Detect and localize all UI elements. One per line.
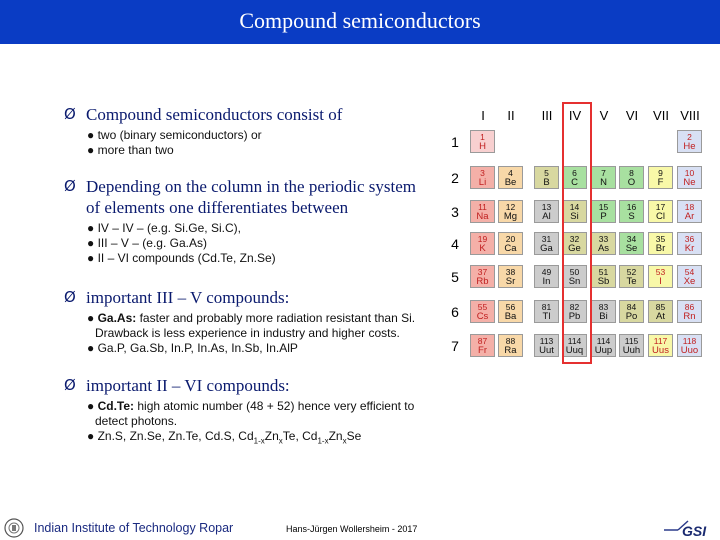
element-symbol: N (600, 177, 607, 188)
element-symbol: Br (655, 243, 666, 254)
element-symbol: Fr (478, 345, 487, 356)
atomic-number: 9 (658, 168, 663, 178)
atomic-number: 55 (477, 302, 488, 312)
atomic-number: 83 (598, 302, 609, 312)
element-symbol: Rn (683, 311, 696, 322)
element-cell (677, 200, 702, 223)
element-symbol: S (628, 211, 635, 222)
element-symbol: Ca (504, 243, 517, 254)
element-symbol: Ge (568, 243, 581, 254)
element-cell (619, 265, 644, 288)
atomic-number: 113 (539, 336, 554, 346)
atomic-number: 38 (505, 267, 516, 277)
bullet-item: ● Zn.S, Zn.Se, Zn.Te, Cd.S, $Cd_{1-x}Zn_xTe$, $Cd_{1-x}Zn_xSe$ (87, 429, 362, 446)
element-symbol: Uuo (680, 345, 699, 356)
atomic-number: 11 (478, 202, 487, 212)
svg-text:GSI: GSI (682, 523, 707, 539)
bullet-item: ● Ga.P, Ga.Sb, In.P, In.As, In.Sb, In.AlP (87, 341, 298, 355)
element-cell (498, 334, 523, 357)
element-cell (677, 300, 702, 323)
atomic-number: 34 (626, 234, 637, 244)
element-cell (591, 334, 616, 357)
bullet-list (87, 128, 342, 158)
arrow-bullet-icon: Ø (64, 288, 76, 306)
element-cell (498, 200, 523, 223)
element-cell (619, 200, 644, 223)
group-header: III (541, 108, 553, 123)
element-symbol: Be (504, 177, 517, 188)
element-cell (677, 232, 702, 255)
period-label: 7 (451, 338, 459, 354)
atomic-number: 8 (629, 168, 634, 178)
arrow-bullet-icon: Ø (64, 105, 76, 123)
atomic-number: 5 (544, 168, 549, 178)
atomic-number: 85 (655, 302, 666, 312)
atomic-number: 54 (684, 267, 695, 277)
bullet-item: ● Cd.Te: high atomic number (48 + 52) hence very efficient to (87, 399, 415, 413)
period-label: 6 (451, 304, 459, 320)
atomic-number: 19 (477, 234, 488, 244)
section-iii-v (64, 287, 415, 356)
atomic-number: 81 (541, 302, 552, 312)
element-symbol: Uus (652, 345, 669, 356)
section-heading: Ø important III – V compounds: (64, 288, 290, 307)
atomic-number: 51 (598, 267, 609, 277)
element-symbol: P (600, 211, 607, 222)
element-cell (591, 166, 616, 189)
element-symbol: Po (625, 311, 638, 322)
atomic-number: 16 (626, 202, 637, 212)
bullet-continuation: Drawback is less experience in industry and higher costs. (95, 326, 400, 340)
arrow-bullet-icon: Ø (64, 376, 76, 394)
element-symbol: O (627, 177, 636, 188)
element-symbol: Kr (684, 243, 695, 254)
period-label: 1 (451, 134, 459, 150)
atomic-number: 4 (508, 168, 513, 178)
element-symbol: Cs (476, 311, 489, 322)
element-symbol: Te (626, 276, 637, 287)
atomic-number: 2 (687, 132, 692, 142)
atomic-number: 88 (505, 336, 516, 346)
element-symbol: H (479, 141, 486, 152)
atomic-number: 10 (684, 168, 695, 178)
footer-institute: Indian Institute of Technology Ropar (34, 521, 234, 535)
bullet-item: ● II – VI compounds (Cd.Te, Zn.Se) (87, 251, 276, 265)
element-cell (534, 265, 559, 288)
element-symbol: Pb (568, 311, 581, 322)
atomic-number: 32 (569, 234, 580, 244)
bullet-list (87, 311, 415, 356)
atomic-number: 53 (655, 267, 666, 277)
element-cell (619, 334, 644, 357)
atomic-number: 18 (684, 202, 695, 212)
element-cell (677, 130, 702, 153)
bullet-list (87, 399, 414, 444)
group-header: II (507, 108, 515, 123)
element-symbol: Uup (594, 345, 613, 356)
element-cell (470, 334, 495, 357)
element-symbol: Cl (656, 211, 665, 222)
period-label: 2 (451, 170, 459, 186)
element-cell (498, 265, 523, 288)
group-header: V (599, 108, 609, 123)
period-label: 5 (451, 269, 459, 285)
element-cell (470, 166, 495, 189)
bullet-continuation: detect photons. (95, 414, 178, 428)
element-symbol: Rb (476, 276, 489, 287)
element-cell (534, 232, 559, 255)
section-heading: Ø important II – VI compounds: (64, 376, 290, 395)
element-cell (534, 166, 559, 189)
element-cell (648, 300, 673, 323)
element-symbol: Sn (568, 276, 581, 287)
atomic-number: 20 (505, 234, 516, 244)
atomic-number: 33 (598, 234, 609, 244)
element-cell (591, 232, 616, 255)
atomic-number: 14 (569, 202, 580, 212)
atomic-number: 35 (655, 234, 666, 244)
atomic-number: 82 (569, 302, 580, 312)
atomic-number: 114 (567, 336, 582, 346)
element-cell (648, 200, 673, 223)
element-symbol: Mg (503, 211, 518, 222)
atomic-number: 114 (596, 336, 611, 346)
element-symbol: Ba (504, 311, 517, 322)
gsi-logo-icon (664, 519, 718, 539)
element-symbol: Si (570, 211, 579, 222)
atomic-number: 7 (601, 168, 606, 178)
atomic-number: 115 (624, 336, 639, 346)
element-cell (677, 334, 702, 357)
atomic-number: 31 (541, 234, 552, 244)
element-cell (534, 300, 559, 323)
group-header: VII (653, 108, 669, 123)
element-symbol: He (683, 141, 696, 152)
element-symbol: At (656, 311, 665, 322)
element-symbol: Li (478, 177, 487, 188)
atomic-number: 117 (653, 336, 668, 346)
section-heading: Ø Depending on the column in the periodic system of elements one differentiates between (64, 177, 417, 217)
element-symbol: In (542, 276, 551, 287)
element-symbol: F (657, 177, 664, 188)
atomic-number: 36 (684, 234, 695, 244)
element-symbol: Ra (504, 345, 517, 356)
group-header: VIII (680, 108, 700, 123)
atomic-number: 118 (682, 336, 697, 346)
atomic-number: 37 (477, 267, 488, 277)
institute-logo-icon (2, 517, 26, 539)
bullet-item: ● IV – IV – (e.g. Si.Ge, Si.C), (87, 221, 241, 235)
element-symbol: Bi (599, 311, 608, 322)
element-cell (591, 265, 616, 288)
atomic-number: 1 (480, 132, 485, 142)
element-symbol: Sb (597, 276, 610, 287)
element-cell (591, 300, 616, 323)
element-symbol: Ar (684, 211, 695, 222)
element-symbol: Se (625, 243, 638, 254)
bullet-item: ● more than two (87, 143, 174, 157)
element-cell (677, 265, 702, 288)
element-cell (470, 130, 495, 153)
slide-title: Compound semiconductors (239, 8, 481, 33)
element-cell (470, 200, 495, 223)
group-iv-highlight (562, 102, 592, 364)
atomic-number: 86 (684, 302, 695, 312)
element-cell (648, 166, 673, 189)
section-ii-vi (64, 375, 414, 444)
element-symbol: Sr (505, 276, 516, 287)
atomic-number: 50 (569, 267, 580, 277)
element-symbol: B (543, 177, 550, 188)
atomic-number: 12 (505, 202, 516, 212)
element-cell (591, 200, 616, 223)
atomic-number: 6 (572, 168, 577, 178)
element-symbol: Na (476, 211, 489, 222)
element-symbol: Ne (683, 177, 696, 188)
bullet-list (87, 221, 416, 266)
atomic-number: 52 (626, 267, 637, 277)
element-symbol: Uut (539, 345, 554, 356)
element-cell (498, 232, 523, 255)
element-symbol: Uuh (622, 345, 641, 356)
element-symbol: I (659, 276, 662, 287)
element-cell (470, 300, 495, 323)
element-cell (498, 300, 523, 323)
atomic-number: 17 (655, 202, 666, 212)
element-cell (619, 166, 644, 189)
atomic-number: 13 (541, 202, 552, 212)
group-header: VI (625, 108, 639, 123)
element-symbol: K (479, 243, 486, 254)
element-cell (498, 166, 523, 189)
group-header: IV (568, 108, 582, 123)
element-symbol: Tl (542, 311, 551, 322)
atomic-number: 49 (541, 267, 552, 277)
element-symbol: Xe (683, 276, 696, 287)
section-compound-consist (64, 104, 342, 158)
atomic-number: 56 (505, 302, 516, 312)
arrow-bullet-icon: Ø (64, 177, 76, 195)
element-cell (534, 200, 559, 223)
section-column-classification (64, 176, 416, 266)
element-symbol: As (597, 243, 610, 254)
footer-author: Hans-Jürgen Wollersheim - 2017 (286, 524, 418, 534)
element-cell (619, 232, 644, 255)
atomic-number: 84 (626, 302, 637, 312)
element-symbol: Al (542, 211, 551, 222)
element-cell (470, 232, 495, 255)
element-symbol: C (571, 177, 578, 188)
element-cell (648, 232, 673, 255)
element-cell (648, 265, 673, 288)
element-cell (470, 265, 495, 288)
period-label: 3 (451, 204, 459, 220)
element-cell (534, 334, 559, 357)
atomic-number: 87 (477, 336, 488, 346)
bullet-item: ● Ga.As: faster and probably more radiation resistant than Si. (87, 311, 416, 325)
element-cell (648, 334, 673, 357)
element-symbol: Uuq (565, 345, 584, 356)
section-heading: Ø Compound semiconductors consist of (64, 105, 343, 124)
element-cell (619, 300, 644, 323)
group-header: I (481, 108, 485, 123)
element-cell (677, 166, 702, 189)
period-label: 4 (451, 236, 459, 252)
bullet-item: ● two (binary semiconductors) or (87, 128, 262, 142)
element-symbol: Ga (540, 243, 553, 254)
atomic-number: 15 (598, 202, 609, 212)
bullet-item: ● III – V – (e.g. Ga.As) (87, 236, 207, 250)
atomic-number: 3 (480, 168, 485, 178)
